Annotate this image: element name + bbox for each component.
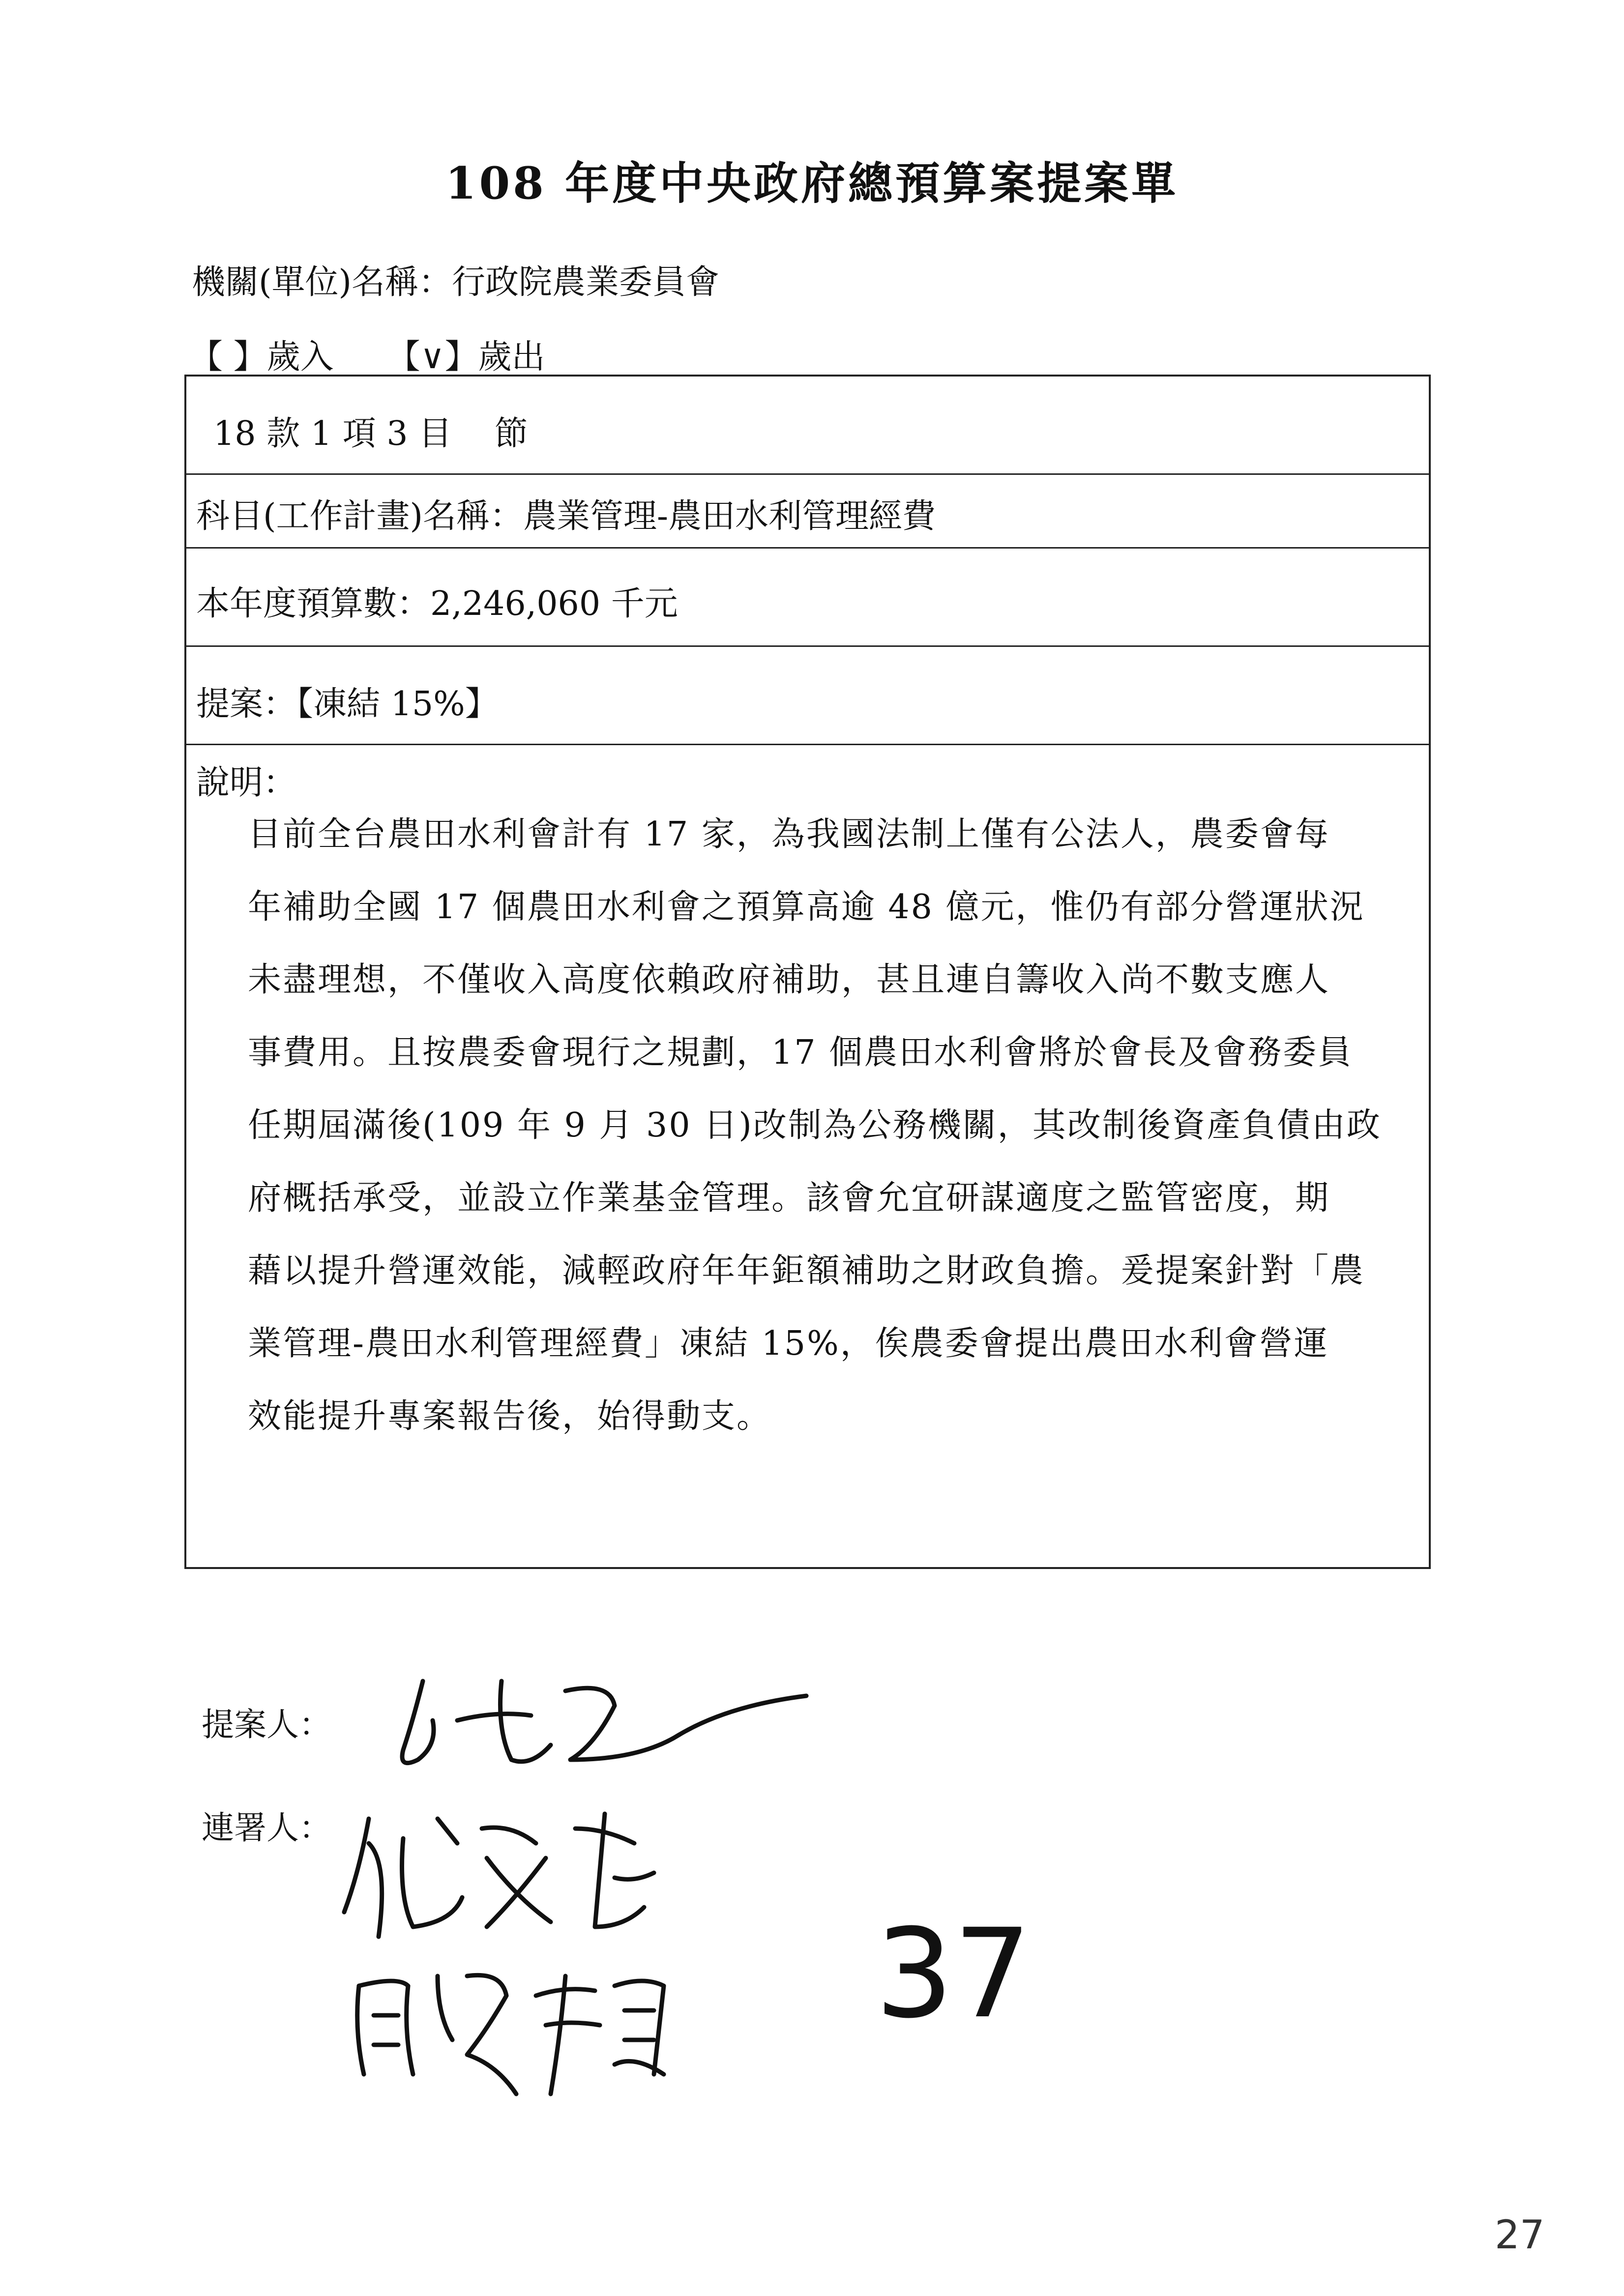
explanation-line: 效能提升專案報告後，始得動支。 [248, 1397, 772, 1436]
agency-line: 機關(單位)名稱：行政院農業委員會 [192, 263, 720, 302]
explanation-line: 任期屆滿後(109 年 9 月 30 日)改制為公務機關，其改制後資產負債由政 [248, 1106, 1382, 1145]
proposer-label: 提案人： [202, 1706, 331, 1744]
proposal-text: 提案：【凍結 15%】 [196, 685, 499, 724]
subject-text: 科目(工作計畫)名稱：農業管理-農田水利管理經費 [196, 497, 936, 536]
explanation-line: 年補助全國 17 個農田水利會之預算高逾 48 億元，惟仍有部分營運狀況 [248, 888, 1365, 927]
document-title: 108 年度中央政府總預算案提案單 [445, 157, 1179, 209]
proposal-row [186, 647, 1429, 745]
explanation-line: 未盡理想，不僅收入高度依賴政府補助，甚且連自籌收入尚不數支應人 [248, 960, 1330, 999]
cosigner-signatures [339, 1799, 733, 2119]
explanation-line: 目前全台農田水利會計有 17 家，為我國法制上僅有公法人，農委會每 [248, 815, 1330, 854]
subject-row [186, 475, 1429, 549]
explanation-line: 業管理-農田水利管理經費」凍結 15%，俟農委會提出農田水利會營運 [248, 1324, 1329, 1363]
proposer-signature [384, 1661, 826, 1789]
corner-page-number: 27 [1495, 2212, 1545, 2258]
handwritten-page-number: 37 [875, 1902, 1032, 2045]
budget-text: 本年度預算數：2,246,060 千元 [196, 584, 678, 623]
proposal-table [184, 375, 1431, 1569]
cosigner-label: 連署人： [202, 1809, 331, 1847]
explanation-line: 藉以提升營運效能，減輕政府年年鉅額補助之財政負擔。爰提案針對「農 [248, 1251, 1365, 1290]
explanation-label: 說明： [196, 763, 297, 802]
section-row [186, 377, 1429, 475]
budget-row [186, 549, 1429, 647]
explanation-line: 事費用。且按農委會現行之規劃，17 個農田水利會將於會長及會務委員 [248, 1033, 1353, 1072]
explanation-body [248, 798, 1382, 1453]
explanation-cell [186, 745, 1429, 1571]
section-text: 18 款 1 項 3 目 節 [213, 414, 528, 453]
explanation-line: 府概括承受，並設立作業基金管理。該會允宜研謀適度之監管密度，期 [248, 1179, 1330, 1218]
revenue-expenditure-checkboxes: 【 】歲入 【∨】歲出 [189, 338, 545, 377]
